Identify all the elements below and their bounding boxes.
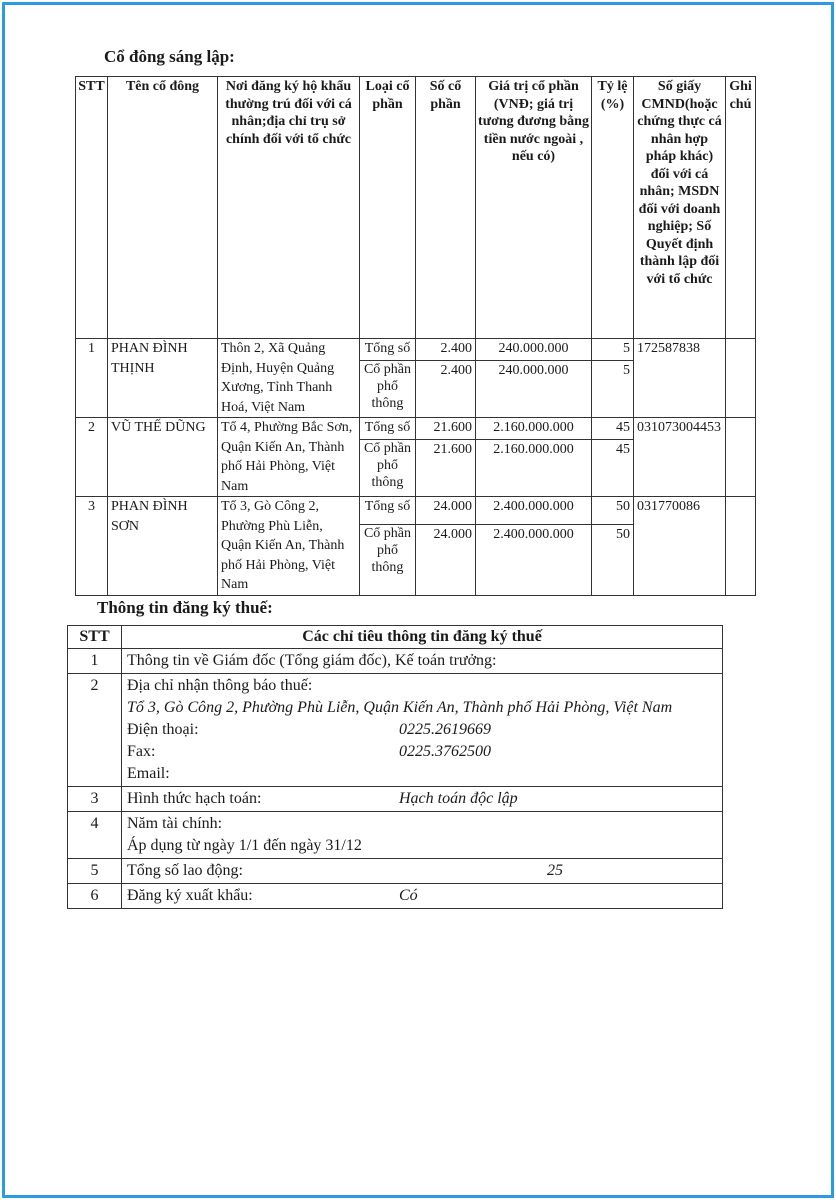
- fiscal-year-label: Năm tài chính:: [127, 815, 223, 832]
- share-type: Cổ phần phổ thông: [360, 524, 416, 595]
- share-count: 2.400: [416, 361, 476, 418]
- fiscal-year-cell: [122, 812, 723, 859]
- export-value: Có: [399, 887, 418, 904]
- note-cell: [726, 339, 756, 418]
- id-number: 031770086: [634, 497, 726, 596]
- col-header-id-number: Số giấy CMND(hoặc chứng thực cá nhân hợp pháp khác) đối với cá nhân; MSDN đối với doanh nghiệp; Số Quyết định thành lập đối với tổ chức: [634, 77, 726, 339]
- labor-value: 25: [547, 862, 563, 879]
- accounting-cell: [122, 787, 723, 812]
- fax-value: 0225.3762500: [399, 743, 491, 760]
- tax-address-label: Địa chỉ nhận thông báo thuế:: [127, 677, 313, 694]
- share-ratio: 50: [592, 497, 634, 525]
- tax-address-value: Tổ 3, Gò Công 2, Phường Phù Liễn, Quận Kiến An, Thành phố Hải Phòng, Việt Nam: [127, 699, 673, 716]
- stt-cell: 5: [68, 859, 122, 884]
- fiscal-year-value: Áp dụng từ ngày 1/1 đến ngày 31/12: [127, 837, 362, 854]
- export-cell: [122, 884, 723, 909]
- col-header-share-type: Loại cổ phần: [360, 77, 416, 339]
- tax-header-stt: STT: [68, 626, 122, 649]
- col-header-share-count: Số cổ phần: [416, 77, 476, 339]
- note-cell: [726, 497, 756, 596]
- table-row: [68, 674, 723, 787]
- note-cell: [726, 418, 756, 497]
- stt-cell: 3: [76, 497, 108, 596]
- phone-line: [127, 719, 717, 741]
- col-header-share-value: Giá trị cổ phần (VNĐ; giá trị tương đương bằng tiền nước ngoài , nếu có): [476, 77, 592, 339]
- tax-header-content: Các chỉ tiêu thông tin đăng ký thuế: [122, 626, 723, 649]
- stt-cell: 1: [76, 339, 108, 418]
- stt-cell: 3: [68, 787, 122, 812]
- accounting-value: Hạch toán độc lập: [399, 790, 518, 807]
- share-value: 2.160.000.000: [476, 418, 592, 440]
- share-ratio: 45: [592, 440, 634, 497]
- share-value: 240.000.000: [476, 361, 592, 418]
- col-header-name: Tên cổ đông: [108, 77, 218, 339]
- phone-label: Điện thoại:: [127, 721, 199, 738]
- share-count: 24.000: [416, 524, 476, 595]
- shareholder-name: VŨ THẾ DŨNG: [108, 418, 218, 497]
- table-row: [76, 339, 756, 361]
- shareholder-name: PHAN ĐÌNH SƠN: [108, 497, 218, 596]
- labor-label: Tổng số lao động:: [127, 862, 243, 879]
- accounting-label: Hình thức hạch toán:: [127, 790, 262, 807]
- stt-cell: 2: [76, 418, 108, 497]
- col-header-ratio: Tỷ lệ (%): [592, 77, 634, 339]
- shareholders-header-row: [76, 77, 756, 339]
- table-row: [76, 418, 756, 440]
- share-value: 2.400.000.000: [476, 497, 592, 525]
- share-count: 24.000: [416, 497, 476, 525]
- email-label: Email:: [127, 765, 170, 782]
- share-type: Cổ phần phổ thông: [360, 440, 416, 497]
- tax-registration-heading: Thông tin đăng ký thuế:: [97, 598, 273, 617]
- stt-cell: 1: [68, 649, 122, 674]
- table-row: [68, 812, 723, 859]
- export-label: Đăng ký xuất khẩu:: [127, 887, 253, 904]
- share-ratio: 5: [592, 339, 634, 361]
- col-header-address: Nơi đăng ký hộ khẩu thường trú đối với cá nhân;địa chỉ trụ sở chính đối với tổ chức: [218, 77, 360, 339]
- stt-cell: 2: [68, 674, 122, 787]
- share-ratio: 45: [592, 418, 634, 440]
- share-ratio: 50: [592, 524, 634, 595]
- tax-registration-table: [67, 625, 723, 909]
- stt-cell: 4: [68, 812, 122, 859]
- table-row: [68, 859, 723, 884]
- share-value: 2.160.000.000: [476, 440, 592, 497]
- table-row: [68, 787, 723, 812]
- phone-value: 0225.2619669: [399, 721, 491, 738]
- fax-line: [127, 741, 717, 763]
- id-number: 031073004453: [634, 418, 726, 497]
- tax-address-cell: [122, 674, 723, 787]
- share-count: 2.400: [416, 339, 476, 361]
- director-info-label: Thông tin về Giám đốc (Tổng giám đốc), Kế toán trưởng:: [122, 649, 723, 674]
- share-type: Tổng số: [360, 497, 416, 525]
- share-count: 21.600: [416, 440, 476, 497]
- shareholder-address: Thôn 2, Xã Quảng Định, Huyện Quảng Xương, Tỉnh Thanh Hoá, Việt Nam: [218, 339, 360, 418]
- share-count: 21.600: [416, 418, 476, 440]
- share-type: Tổng số: [360, 339, 416, 361]
- shareholder-address: Tổ 4, Phường Bắc Sơn, Quận Kiến An, Thành phố Hải Phòng, Việt Nam: [218, 418, 360, 497]
- fax-label: Fax:: [127, 743, 156, 760]
- share-type: Tổng số: [360, 418, 416, 440]
- tax-header-row: [68, 626, 723, 649]
- share-value: 2.400.000.000: [476, 524, 592, 595]
- col-header-stt: STT: [76, 77, 108, 339]
- table-row: [68, 649, 723, 674]
- table-row: [68, 884, 723, 909]
- shareholder-name: PHAN ĐÌNH THỊNH: [108, 339, 218, 418]
- stt-cell: 6: [68, 884, 122, 909]
- id-number: 172587838: [634, 339, 726, 418]
- table-row: [76, 497, 756, 525]
- col-header-note: Ghi chú: [726, 77, 756, 339]
- labor-cell: [122, 859, 723, 884]
- share-value: 240.000.000: [476, 339, 592, 361]
- founding-shareholders-heading: Cổ đông sáng lập:: [104, 47, 235, 66]
- share-ratio: 5: [592, 361, 634, 418]
- shareholder-address: Tổ 3, Gò Công 2, Phường Phù Liễn, Quận Kiến An, Thành phố Hải Phòng, Việt Nam: [218, 497, 360, 596]
- share-type: Cổ phần phổ thông: [360, 361, 416, 418]
- shareholders-table: [75, 76, 756, 596]
